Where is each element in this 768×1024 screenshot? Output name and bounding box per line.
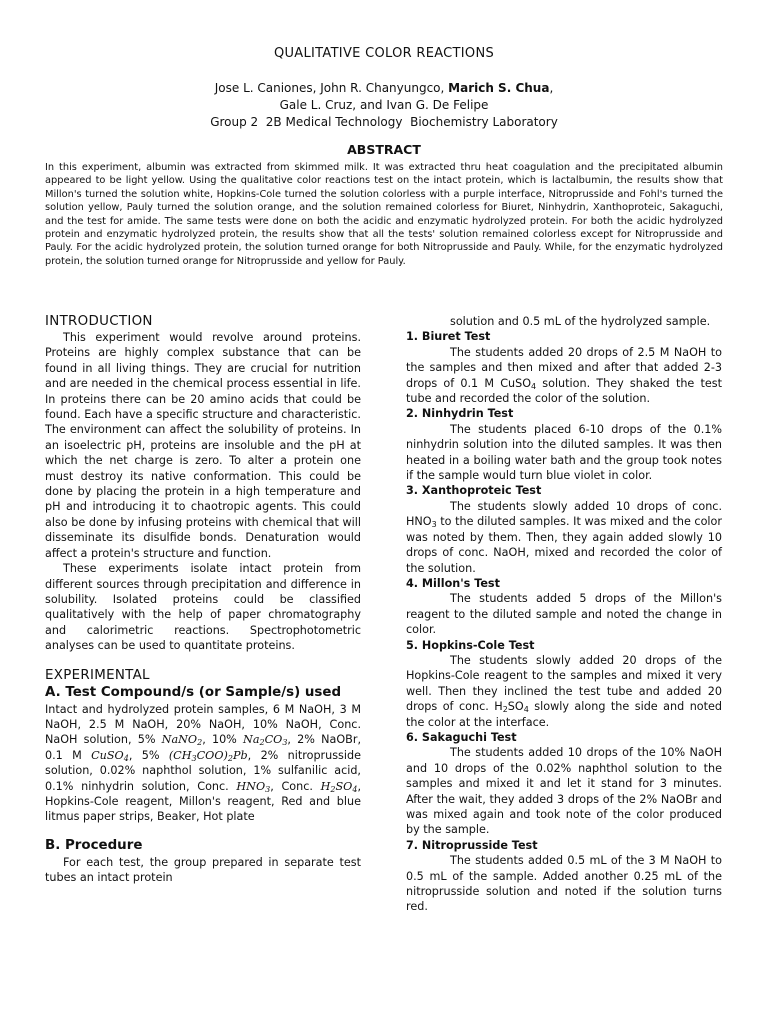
affiliation-line: Group 2 2B Medical Technology Biochemistry Laboratory <box>210 115 558 129</box>
test-title-sakaguchi: 6. Sakaguchi Test <box>406 730 517 744</box>
introduction-heading: INTRODUCTION <box>45 314 153 329</box>
test-compounds-list: Intact and hydrolyzed protein samples, 6 M NaOH, 3 M NaOH, 2.5 M NaOH, 20% NaOH, 10% NaOH, Conc. NaOH solution, 5% NaNO$_2$, 10% $Na_2CO_3$, 2% NaOBr, 0.1 M CuSO$_4$, 5% $(CH_3COO)_2Pb$, 2% nitroprusside solution, 0.02% naphthol solution, 1% sulfanilic acid, 0.1% ninhydrin solution, Conc. $HNO_3$, Conc. $H_2SO_4$, Hopkins-Cole reagent, Millon's reagent, Red and blue litmus paper strips, Beaker, Hot plate <box>45 702 361 824</box>
test-title-millons: 4. Millon's Test <box>406 576 500 590</box>
test-text-ninhydrin: The students placed 6-10 drops of the 0.1% ninhydrin solution into the diluted samples. It was then heated in a boiling water bath and the group took notes if the sample would turn blue violet in color. <box>406 422 722 483</box>
author-block <box>0 80 768 131</box>
procedure-continuation: solution and 0.5 mL of the hydrolyzed sample. <box>450 315 711 328</box>
left-column <box>45 314 361 886</box>
author-line-2: Gale L. Cruz, and Ivan G. De Felipe <box>279 98 489 112</box>
test-text-sakaguchi: The students added 10 drops of the 10% NaOH and 10 drops of the 0.02% naphthol solution to the samples and mixed it and let it stand for 3 minutes. After the wait, they added 3 drops of the 2% NaOBr and was mixed again and took note of the color produced by the sample. <box>406 746 722 837</box>
test-title-xanthoproteic: 3. Xanthoproteic Test <box>406 484 542 498</box>
abstract-heading: ABSTRACT <box>347 142 421 157</box>
procedure-heading: B. Procedure <box>45 837 143 853</box>
test-title-hopkins-cole: 5. Hopkins-Cole Test <box>406 638 535 652</box>
test-text-nitroprusside: The students added 0.5 mL of the 3 M NaOH to 0.5 mL of the sample. Added another 0.25 mL of the nitroprusside solution and noted if the solution turns red. <box>406 854 722 914</box>
right-column <box>406 314 722 915</box>
test-title-nitroprusside: 7. Nitroprusside Test <box>406 838 538 852</box>
test-title-ninhydrin: 2. Ninhydrin Test <box>406 407 514 421</box>
test-text-millons: The students added 5 drops of the Millon's reagent to the diluted sample and noted the change in color. <box>406 592 722 637</box>
procedure-intro: For each test, the group prepared in separate test tubes an intact protein <box>45 855 361 885</box>
test-compounds-heading: A. Test Compound/s (or Sample/s) used <box>45 684 342 700</box>
abstract-text: In this experiment, albumin was extracted from skimmed milk. It was extracted thru heat coagulation and the precipitated albumin appeared to be light yellow. Using the qualitative color reactions test on the intact protein, which is lactalbumin, the results show that Millon's turned the solution white, Hopkins-Cole turned the solution colorless with a purple interface, Nitroprusside and Fohl's turned the solution yellow, Pauly turned the solution orange, and the solution remained colorless for Biuret, Ninhydrin, Xanthoproteic, Sakaguchi, and the test for amide. The same tests were done on both the acidic and enzymatic hydrolyzed protein. For both the acidic hydrolyzed protein and enzymatic hydrolyzed protein, the results show that all the tests' solution remained colorless except for Nitroprusside and Pauly. For the acidic hydrolyzed protein, the solution turned orange for both Nitroprusside and Pauly. While, for the enzymatic hydrolyzed protein, the solution turned orange for Nitroprusside and yellow for Pauly. <box>45 162 723 267</box>
test-title-biuret: 1. Biuret Test <box>406 330 491 344</box>
corresponding-author: Marich S. Chua <box>448 81 550 95</box>
author-line-1: Jose L. Caniones, John R. Chanyungco, Marich S. Chua, <box>214 81 554 95</box>
introduction-paragraph-2: These experiments isolate intact protein from different sources through precipitation and difference in solubility. Isolated proteins could be classified qualitatively with the help of paper chromatography and calorimetric reactions. Spectrophotometric analyses can be used to quantitate proteins. <box>45 562 361 653</box>
introduction-paragraph-1: This experiment would revolve around proteins. Proteins are highly complex substance that can be found in all living things. They are crucial for nutrition and are needed in the chemical process essential in life. In proteins there can be 20 amino acids that could be found. Each have a specific structure and characteristic. The environment can affect the solubility of proteins. In an isoelectric pH, proteins are insoluble and the pH at which the net charge is zero. To alter a protein one must destroy its native conformation. This could be done by placing the protein in a high temperature and pH and introducing it to chaotropic agents. This could also be done by infusing proteins with chemical that will disseminate its disulfide bonds. Denaturation would affect a protein's structure and function. <box>45 331 361 560</box>
test-text-xanthoproteic: The students slowly added 10 drops of conc. $HNO_3$ to the diluted samples. It was mixed and the color was noted by them. Then, they again added slowly 10 drops of conc. NaOH, mixed and recorded the color of the solution. <box>406 499 722 575</box>
test-text-biuret: The students added 20 drops of 2.5 M NaOH to the samples and then mixed and after that added 2-3 drops of 0.1 M CuSO$_4$ solution. They shaked the test tube and recorded the color of the solution. <box>406 345 722 406</box>
experimental-heading: EXPERIMENTAL <box>45 667 150 683</box>
test-text-hopkins-cole: The students slowly added 20 drops of the Hopkins-Cole reagent to the samples and mixed it very well. Then they inclined the test tube and added 20 drops of conc. $H_2SO_4$ slowly along the side and noted the color at the interface. <box>406 653 723 729</box>
paper-title: QUALITATIVE COLOR REACTIONS <box>273 46 495 61</box>
